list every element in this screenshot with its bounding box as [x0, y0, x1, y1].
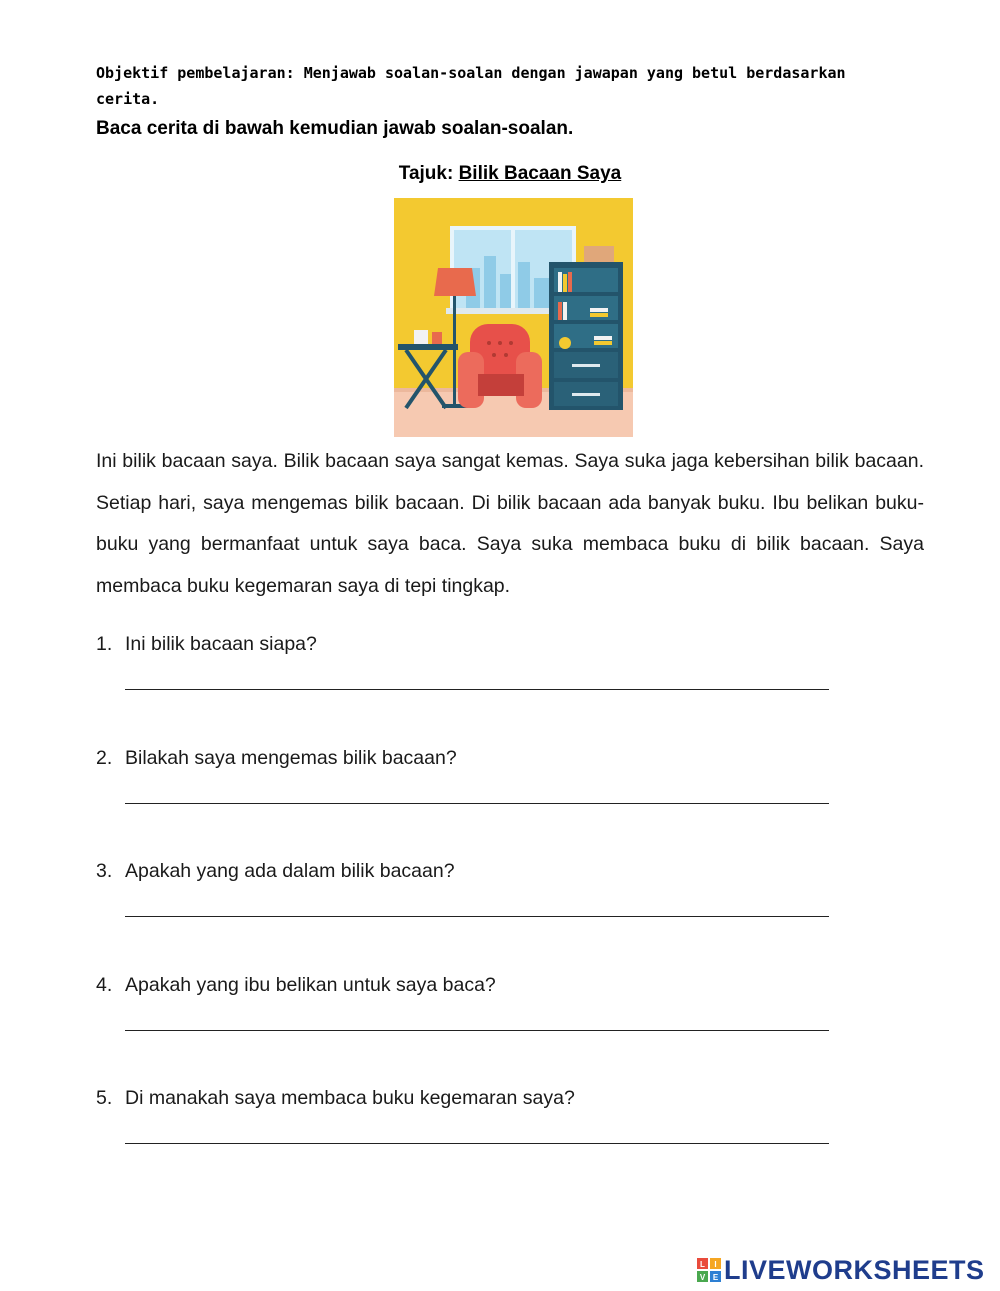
title-name: Bilik Bacaan Saya: [458, 163, 622, 184]
badge-letter-l: L: [700, 1260, 705, 1269]
title-label: Tajuk:: [398, 163, 454, 184]
badge-letter-e: E: [712, 1273, 719, 1282]
question-text: Apakah yang ada dalam bilik bacaan?: [125, 860, 455, 882]
answer-line[interactable]: [125, 803, 829, 804]
question-number: 2.: [96, 746, 113, 769]
reading-room-illustration-icon: [394, 198, 633, 437]
answer-line[interactable]: [125, 1030, 829, 1031]
badge-letter-v: V: [699, 1273, 706, 1282]
question-text: Bilakah saya mengemas bilik bacaan?: [125, 746, 457, 769]
question-item: [96, 1082, 856, 1196]
liveworksheets-logo: [697, 1255, 985, 1285]
answer-line[interactable]: [125, 1143, 829, 1144]
story-paragraph: Ini bilik bacaan saya. Bilik bacaan saya sangat kemas. Saya suka jaga kebersihan bilik bacaan. Setiap hari, saya mengemas bilik bacaan. Di bilik bacaan ada banyak buku. Ibu belikan buku-buku yang bermanfaat untuk saya baca. Saya suka membaca buku di bilik bacaan. Saya membaca buku kegemaran saya di tepi tingkap.: [96, 450, 924, 597]
story-title: [0, 163, 1000, 185]
badge-letter-i: I: [714, 1260, 717, 1269]
question-item: [96, 742, 856, 856]
liveworksheets-badge-icon: [697, 1258, 721, 1282]
question-text: Apakah yang ibu belikan untuk saya baca?: [125, 973, 496, 996]
question-number: 4.: [96, 973, 113, 996]
logo-text: LIVEWORKSHEETS: [724, 1254, 985, 1285]
question-item: [96, 855, 856, 969]
question-number: 3.: [96, 860, 113, 882]
question-list: [96, 628, 856, 1196]
question-number: 5.: [96, 1087, 113, 1109]
answer-line[interactable]: [125, 689, 829, 690]
answer-line[interactable]: [125, 916, 829, 917]
question-text: Di manakah saya membaca buku kegemaran saya?: [125, 1087, 575, 1109]
learning-objective: Objektif pembelajaran: Menjawab soalan-soalan dengan jawapan yang betul berdasarkan cerita.: [96, 64, 846, 108]
question-item: [96, 628, 856, 742]
instruction-text: Baca cerita di bawah kemudian jawab soalan-soalan.: [96, 118, 574, 139]
question-text: Ini bilik bacaan siapa?: [125, 633, 317, 655]
question-item: [96, 969, 856, 1083]
question-number: 1.: [96, 633, 113, 655]
